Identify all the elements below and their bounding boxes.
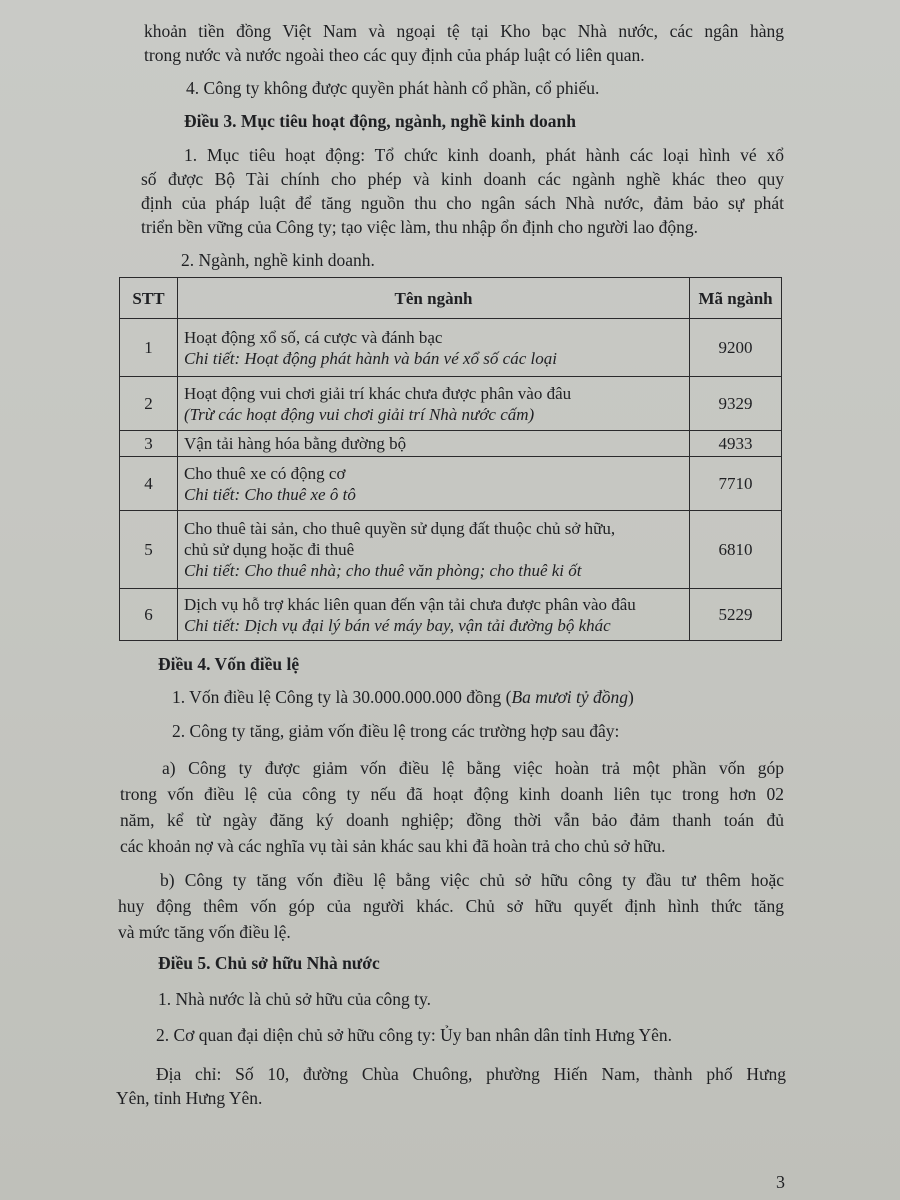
row-code: 6810 bbox=[690, 511, 782, 589]
row-stt: 5 bbox=[120, 511, 178, 589]
paragraph-line: a) Công ty được giảm vốn điều lệ bằng việc hoàn trả một phần vốn góp bbox=[162, 758, 784, 778]
paragraph-line: khoản tiền đồng Việt Nam và ngoại tệ tại Kho bạc Nhà nước, các ngân hàng bbox=[144, 21, 784, 41]
row-name: Hoạt động xổ số, cá cược và đánh bạc bbox=[183, 327, 443, 347]
paragraph: 2. Cơ quan đại diện chủ sở hữu công ty: Ủy ban nhân dân tỉnh Hưng Yên. bbox=[156, 1025, 673, 1045]
paragraph-line: Yên, tỉnh Hưng Yên. bbox=[116, 1088, 263, 1108]
table-row bbox=[120, 377, 782, 431]
article-5-heading: Điều 5. Chủ sở hữu Nhà nước bbox=[158, 953, 380, 973]
paragraph-line: huy động thêm vốn góp của người khác. Chủ sở hữu quyết định hình thức tăng bbox=[118, 896, 784, 916]
business-lines-table bbox=[119, 277, 782, 641]
paragraph-line: định của pháp luật để tăng nguồn thu cho ngân sách Nhà nước, đảm bảo sự phát bbox=[141, 193, 784, 213]
table-row bbox=[120, 511, 782, 589]
row-name: Cho thuê tài sản, cho thuê quyền sử dụng đất thuộc chủ sở hữu, bbox=[183, 519, 616, 538]
row-name-cell bbox=[177, 377, 689, 431]
capital-close: ) bbox=[628, 687, 634, 707]
row-detail: Chi tiết: Cho thuê xe ô tô bbox=[183, 484, 356, 504]
row-detail: Chi tiết: Cho thuê nhà; cho thuê văn phòng; cho thuê ki ốt bbox=[183, 561, 582, 580]
paragraph-line: trong vốn điều lệ của công ty nếu đã hoạt động kinh doanh liên tục trong hơn 02 bbox=[120, 784, 784, 804]
paragraph: 4. Công ty không được quyền phát hành cổ phần, cổ phiếu. bbox=[186, 78, 600, 98]
row-stt: 3 bbox=[120, 431, 178, 457]
header-code: Mã ngành bbox=[690, 278, 782, 319]
paragraph-line: số được Bộ Tài chính cho phép và kinh doanh các ngành nghề khác theo quy bbox=[141, 169, 784, 189]
header-stt: STT bbox=[120, 278, 178, 319]
row-stt: 2 bbox=[120, 377, 178, 431]
table-header-row bbox=[120, 278, 782, 319]
paragraph-line: các khoản nợ và các nghĩa vụ tài sản khác sau khi đã hoàn trả cho chủ sở hữu. bbox=[120, 836, 666, 856]
row-stt: 4 bbox=[120, 457, 178, 511]
row-name-cell bbox=[177, 319, 689, 377]
table-row bbox=[120, 589, 782, 641]
row-name: Dịch vụ hỗ trợ khác liên quan đến vận tải chưa được phân vào đâu bbox=[183, 594, 636, 614]
row-name-cell bbox=[177, 457, 689, 511]
paragraph-line: 1. Mục tiêu hoạt động: Tổ chức kinh doanh, phát hành các loại hình vé xổ bbox=[184, 145, 784, 165]
article-4-heading: Điều 4. Vốn điều lệ bbox=[158, 654, 300, 674]
capital-text: 1. Vốn điều lệ Công ty là 30.000.000.000 đồng ( bbox=[172, 687, 512, 707]
capital-words: Ba mươi tỷ đồng bbox=[511, 687, 629, 707]
row-stt: 6 bbox=[120, 589, 178, 641]
row-name: Cho thuê xe có động cơ bbox=[183, 463, 346, 483]
paragraph-line: năm, kể từ ngày đăng ký doanh nghiệp; đồng thời vẫn bảo đảm thanh toán đủ bbox=[120, 810, 784, 830]
table-row bbox=[120, 431, 782, 457]
header-name: Tên ngành bbox=[177, 278, 689, 319]
row-stt: 1 bbox=[120, 319, 178, 377]
row-name: Hoạt động vui chơi giải trí khác chưa được phân vào đâu bbox=[183, 383, 572, 403]
row-name: Vận tải hàng hóa bằng đường bộ bbox=[183, 434, 407, 453]
paragraph-line: triển bền vững của Công ty; tạo việc làm, thu nhập ổn định cho người lao động. bbox=[141, 217, 699, 237]
page-number: 3 bbox=[776, 1172, 785, 1192]
paragraph: 2. Ngành, nghề kinh doanh. bbox=[181, 250, 375, 270]
paragraph-line: b) Công ty tăng vốn điều lệ bằng việc chủ sở hữu công ty đầu tư thêm hoặc bbox=[160, 870, 784, 890]
row-name-cell bbox=[177, 431, 689, 457]
row-code: 9200 bbox=[690, 319, 782, 377]
paragraph-line: và mức tăng vốn điều lệ. bbox=[118, 922, 291, 942]
paragraph: 2. Công ty tăng, giảm vốn điều lệ trong các trường hợp sau đây: bbox=[172, 721, 620, 741]
row-detail: (Trừ các hoạt động vui chơi giải trí Nhà nước cấm) bbox=[183, 404, 535, 424]
article-3-heading: Điều 3. Mục tiêu hoạt động, ngành, nghề kinh doanh bbox=[184, 111, 576, 131]
row-name-cell bbox=[177, 589, 689, 641]
table-row bbox=[120, 457, 782, 511]
paragraph-line: trong nước và nước ngoài theo các quy định của pháp luật có liên quan. bbox=[144, 45, 645, 65]
row-code: 7710 bbox=[690, 457, 782, 511]
table-row bbox=[120, 319, 782, 377]
paragraph-line: Địa chỉ: Số 10, đường Chùa Chuông, phường Hiến Nam, thành phố Hưng bbox=[156, 1064, 786, 1084]
row-name-cell bbox=[177, 511, 689, 589]
paragraph: 1. Nhà nước là chủ sở hữu của công ty. bbox=[158, 989, 432, 1009]
paragraph bbox=[172, 686, 634, 708]
row-code: 4933 bbox=[690, 431, 782, 457]
row-detail: Chi tiết: Dịch vụ đại lý bán vé máy bay, vận tải đường bộ khác bbox=[183, 615, 611, 635]
row-code: 9329 bbox=[690, 377, 782, 431]
row-name-continued: chủ sử dụng hoặc đi thuê bbox=[183, 540, 355, 559]
row-detail: Chi tiết: Hoạt động phát hành và bán vé xổ số các loại bbox=[183, 348, 557, 368]
row-code: 5229 bbox=[690, 589, 782, 641]
